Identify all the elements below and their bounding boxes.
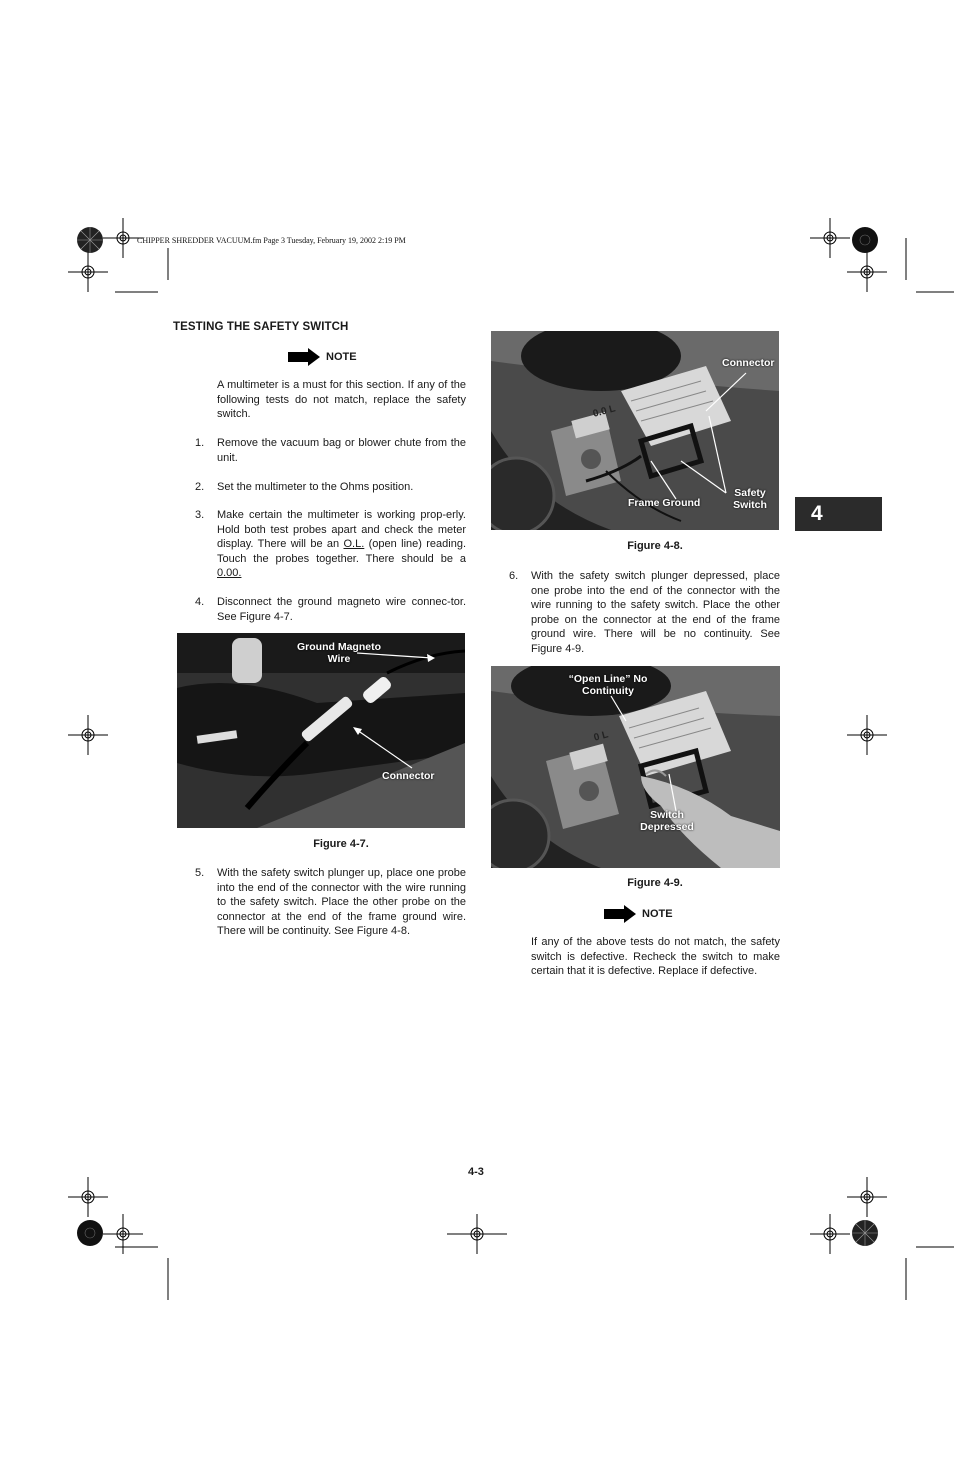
header-file-info: CHIPPER SHREDDER VACUUM.fm Page 3 Tuesday, February 19, 2002 2:19 PM [137,236,406,245]
registration-target-icon [810,218,850,258]
registration-target-icon [847,715,887,755]
photo-label: Connector [382,770,435,782]
photo-label: Frame Ground [628,497,701,509]
registration-dot-icon [76,226,104,254]
registration-target-icon [68,252,108,292]
registration-dot-icon [851,1219,879,1247]
note-text: A multimeter is a must for this section. If any of the following tests do not match, replace the safety switch. [217,379,466,421]
page-number: 4-3 [468,1166,484,1178]
section-heading: TESTING THE SAFETY SWITCH [173,321,349,333]
registration-target-icon [847,1177,887,1217]
photo-label: “Open Line” No Continuity [568,673,648,697]
photo-label: Ground Magneto Wire [297,641,381,665]
registration-target-icon [68,715,108,755]
figure-4-9-photo [491,666,780,868]
photo-label: Connector [722,357,775,369]
figure-caption: Figure 4-9. [627,877,683,889]
chapter-tab: 4 [795,497,882,531]
registration-dot-icon [851,226,879,254]
note-text: If any of the above tests do not match, the safety switch is defective. Recheck the switch to make certain that it is defective. Replace if defective. [531,936,780,978]
arrow-right-icon [604,905,636,923]
photo-label: Switch Depressed [640,809,694,833]
registration-target-icon [447,1214,507,1254]
registration-target-icon [103,1214,143,1254]
figure-4-7-photo [177,633,465,828]
registration-target-icon [847,252,887,292]
figure-caption: Figure 4-7. [313,838,369,850]
registration-dot-icon [76,1219,104,1247]
registration-target-icon [68,1177,108,1217]
photo-label: Safety Switch [733,487,767,511]
meter-display: 0 L [592,729,610,744]
arrow-right-icon [288,348,320,366]
figure-4-8-photo [491,331,779,530]
note-label: NOTE [288,348,357,366]
figure-caption: Figure 4-8. [627,540,683,552]
meter-display: 0.0 L [591,403,617,420]
note-label: NOTE [604,905,673,923]
registration-target-icon [810,1214,850,1254]
